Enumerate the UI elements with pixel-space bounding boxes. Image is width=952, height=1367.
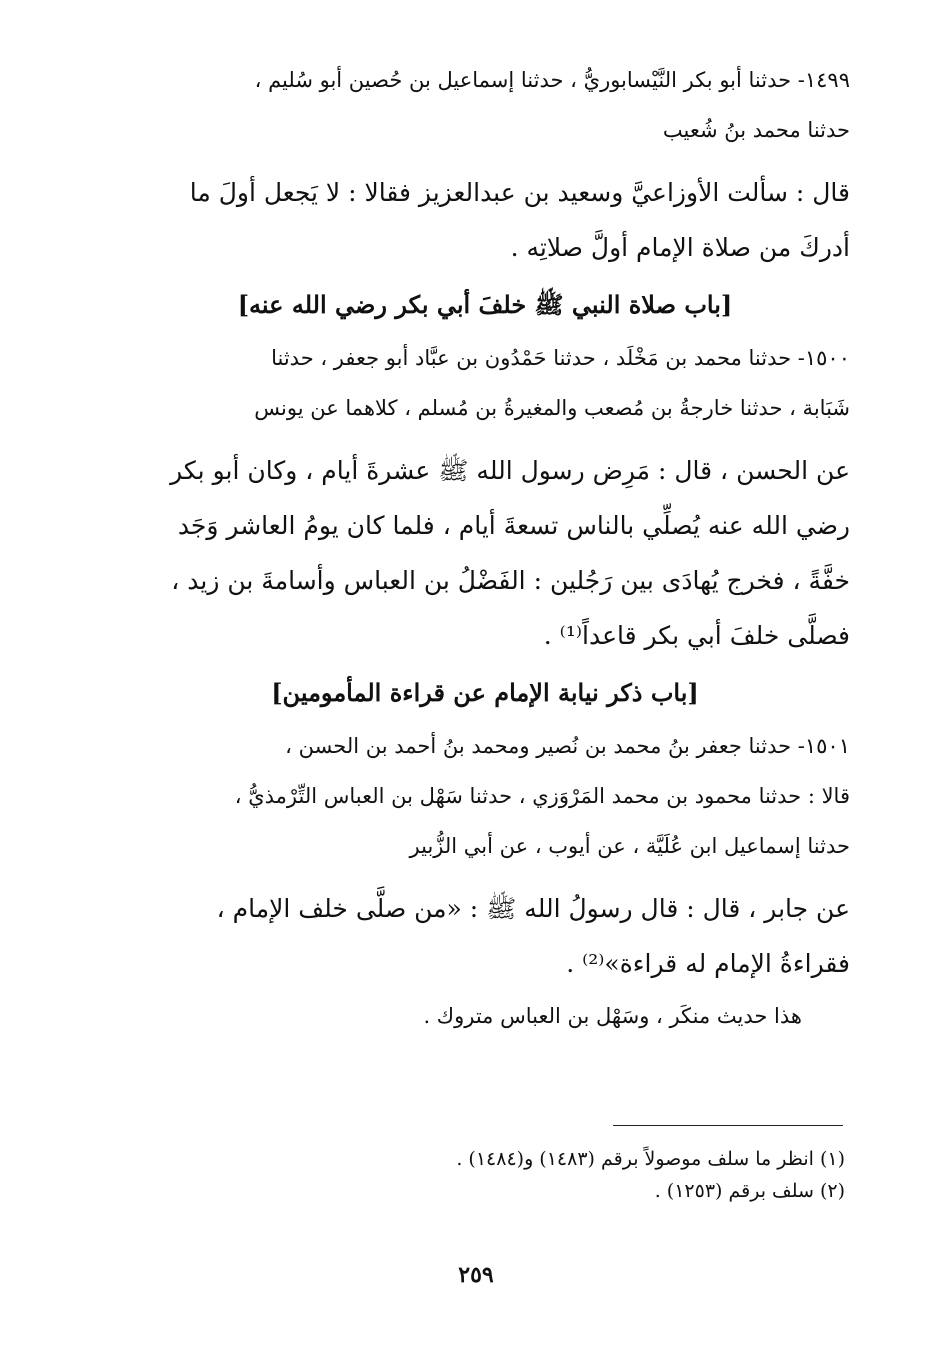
text-line: ١٥٠٠- حدثنا محمد بن مَخْلَد ، حدثنا حَمْدُون بن عبَّاد أبو جعفر ، حدثنا: [271, 346, 850, 370]
hadith-1501-isnad: [120, 721, 850, 871]
hadith-1500-matn: [120, 443, 850, 663]
hadith-1499-matn: [120, 165, 850, 275]
text-line: فصلَّى خلفَ أبي بكر قاعداً⁽¹⁾ .: [543, 621, 850, 650]
footnote: (١) انظر ما سلف موصولاً برقم (١٤٨٣) و(١٤٨٤) .: [456, 1148, 845, 1170]
text-line: حدثنا إسماعيل ابن عُلَيَّة ، عن أيوب ، عن أبي الزُّبير: [409, 834, 850, 858]
chapter-heading: [باب ذكر نيابة الإمام عن قراءة المأمومين]: [271, 678, 699, 707]
footnote-divider: [613, 1125, 843, 1126]
hadith-1501-matn: [120, 881, 850, 991]
text-line: فقراءةُ الإمام له قراءة»⁽²⁾ .: [566, 949, 850, 978]
text-line: أدركَ من صلاة الإمام أولَّ صلاتِه .: [510, 233, 850, 262]
text-line: ١٤٩٩- حدثنا أبو بكر النَّيْسابوريُّ ، حدثنا إسماعيل بن حُصين أبو سُليم ،: [254, 68, 850, 92]
page-body: [120, 55, 850, 1041]
hadith-1501-comment: [120, 991, 850, 1041]
text-line: عن جابر ، قال : قال رسولُ الله ﷺ : «من صلَّى خلف الإمام ،: [216, 894, 850, 923]
text-line: شَبَابة ، حدثنا خارجةُ بن مُصعب والمغيرةُ بن مُسلم ، كلاهما عن يونس: [254, 396, 850, 420]
page-number: ٢٥٩: [458, 1262, 494, 1288]
text-line: خفَّةً ، فخرج يُهادَى بين رَجُلين : الفَضْلُ بن العباس وأسامةَ بن زيد ،: [171, 566, 850, 595]
text-line: عن الحسن ، قال : مَرِض رسول الله ﷺ عشرةَ أيام ، وكان أبو بكر: [170, 456, 850, 485]
chapter-heading: [باب صلاة النبي ﷺ خلفَ أبي بكر رضي الله عنه]: [237, 290, 733, 319]
footnote: (٢) سلف برقم (١٢٥٣) .: [654, 1180, 845, 1202]
text-line: ١٥٠١- حدثنا جعفر بنُ محمد بن نُصير ومحمد بنُ أحمد بن الحسن ،: [285, 734, 850, 758]
hadith-1499-isnad: [120, 55, 850, 155]
text-line: قال : سألت الأوزاعيَّ وسعيد بن عبدالعزيز فقالا : لا يَجعل أولَ ما: [189, 178, 850, 207]
text-line: حدثنا محمد بنُ شُعيب: [662, 118, 850, 142]
hadith-1500-isnad: [120, 333, 850, 433]
text-line: قالا : حدثنا محمود بن محمد المَرْوَزي ، حدثنا سَهْل بن العباس التِّرْمذيُّ ،: [234, 784, 850, 808]
footnotes: [330, 1143, 845, 1207]
text-line: هذا حديث منكَر ، وسَهْل بن العباس متروك .: [423, 1004, 802, 1028]
text-line: رضي الله عنه يُصلِّي بالناس تسعةَ أيام ، فلما كان يومُ العاشر وَجَد: [177, 511, 850, 540]
